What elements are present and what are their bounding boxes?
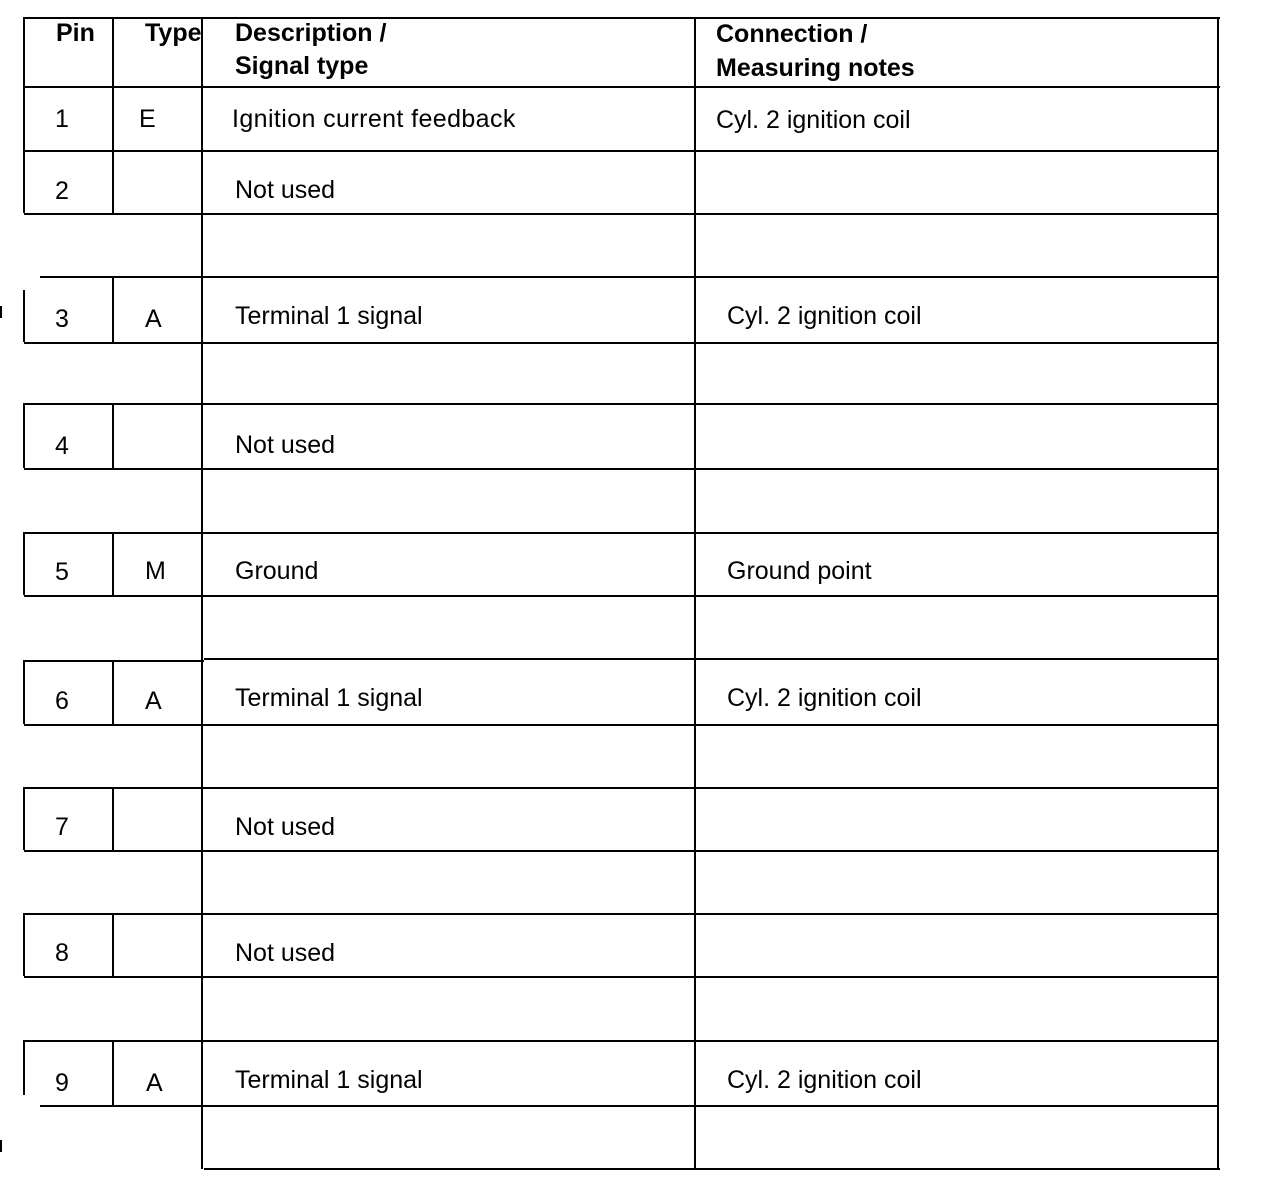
pin-number: 8 <box>55 939 69 967</box>
table-rule <box>24 913 1218 915</box>
table-rule <box>24 17 1220 19</box>
table-rule <box>24 213 1218 215</box>
margin-mark <box>0 1140 2 1152</box>
pin-number: 4 <box>55 432 69 460</box>
margin-mark <box>0 306 2 318</box>
table-rule <box>1217 17 1219 1169</box>
pin-type: E <box>139 105 156 133</box>
header-type: Type <box>145 19 202 47</box>
table-rule <box>112 913 114 976</box>
table-rule <box>23 913 25 976</box>
table-rule <box>204 658 1218 660</box>
table-rule <box>24 595 1218 597</box>
header-connection: Connection / <box>716 20 868 48</box>
table-rule <box>24 532 1218 534</box>
header-description: Description / <box>235 19 387 47</box>
table-rule <box>112 660 114 724</box>
pin-type: A <box>145 687 162 715</box>
table-rule <box>112 532 114 595</box>
pin-type: A <box>145 305 162 333</box>
table-rule <box>40 1105 1218 1107</box>
pin-description: Terminal 1 signal <box>235 302 423 330</box>
pin-description: Not used <box>235 939 336 967</box>
table-rule <box>24 403 1218 405</box>
table-rule <box>24 1040 1218 1042</box>
table-rule <box>24 468 1218 470</box>
pin-connection: Ground point <box>727 557 872 585</box>
header-pin: Pin <box>56 19 95 47</box>
table-rule <box>204 1168 1220 1170</box>
pin-description: Not used <box>235 431 336 459</box>
pin-connection: Cyl. 2 ignition coil <box>727 1066 922 1094</box>
pin-number: 7 <box>55 813 69 841</box>
table-rule <box>23 403 25 468</box>
table-rule <box>112 1040 114 1105</box>
table-rule <box>23 290 25 342</box>
header-connection-sub: Measuring notes <box>716 54 915 82</box>
table-rule <box>40 276 1218 278</box>
pin-description: Not used <box>235 813 336 841</box>
table-rule <box>112 17 114 213</box>
table-rule <box>112 276 114 342</box>
table-rule <box>24 150 1218 152</box>
pin-number: 6 <box>55 687 69 715</box>
pin-description: Terminal 1 signal <box>235 1066 423 1094</box>
pin-connection: Cyl. 2 ignition coil <box>727 302 922 330</box>
table-rule <box>23 660 25 724</box>
table-rule <box>23 1040 25 1095</box>
table-rule <box>112 787 114 850</box>
table-rule <box>24 976 1218 978</box>
table-rule <box>23 532 25 595</box>
table-rule <box>24 724 1218 726</box>
pin-description: Not used <box>235 176 336 204</box>
table-rule <box>23 787 25 850</box>
pin-description: Ignition current feedback <box>232 105 516 133</box>
pin-number: 1 <box>55 105 69 133</box>
pin-number: 9 <box>55 1069 69 1097</box>
table-rule <box>24 787 1218 789</box>
pin-type: M <box>145 557 166 585</box>
table-rule <box>24 86 1220 88</box>
pin-number: 5 <box>55 558 69 586</box>
table-rule <box>24 850 1218 852</box>
table-rule <box>694 17 696 1169</box>
table-rule <box>201 17 203 1169</box>
table-rule <box>112 403 114 468</box>
pin-description: Ground <box>235 557 319 585</box>
pin-type: A <box>146 1069 163 1097</box>
pin-connection: Cyl. 2 ignition coil <box>727 684 922 712</box>
header-description-sub: Signal type <box>235 52 369 80</box>
table-rule <box>24 660 204 662</box>
table-rule <box>23 17 25 213</box>
pin-description: Terminal 1 signal <box>235 684 423 712</box>
table-rule <box>24 342 1218 344</box>
pin-number: 2 <box>55 177 69 205</box>
pin-connection: Cyl. 2 ignition coil <box>716 106 911 134</box>
pin-number: 3 <box>55 305 69 333</box>
